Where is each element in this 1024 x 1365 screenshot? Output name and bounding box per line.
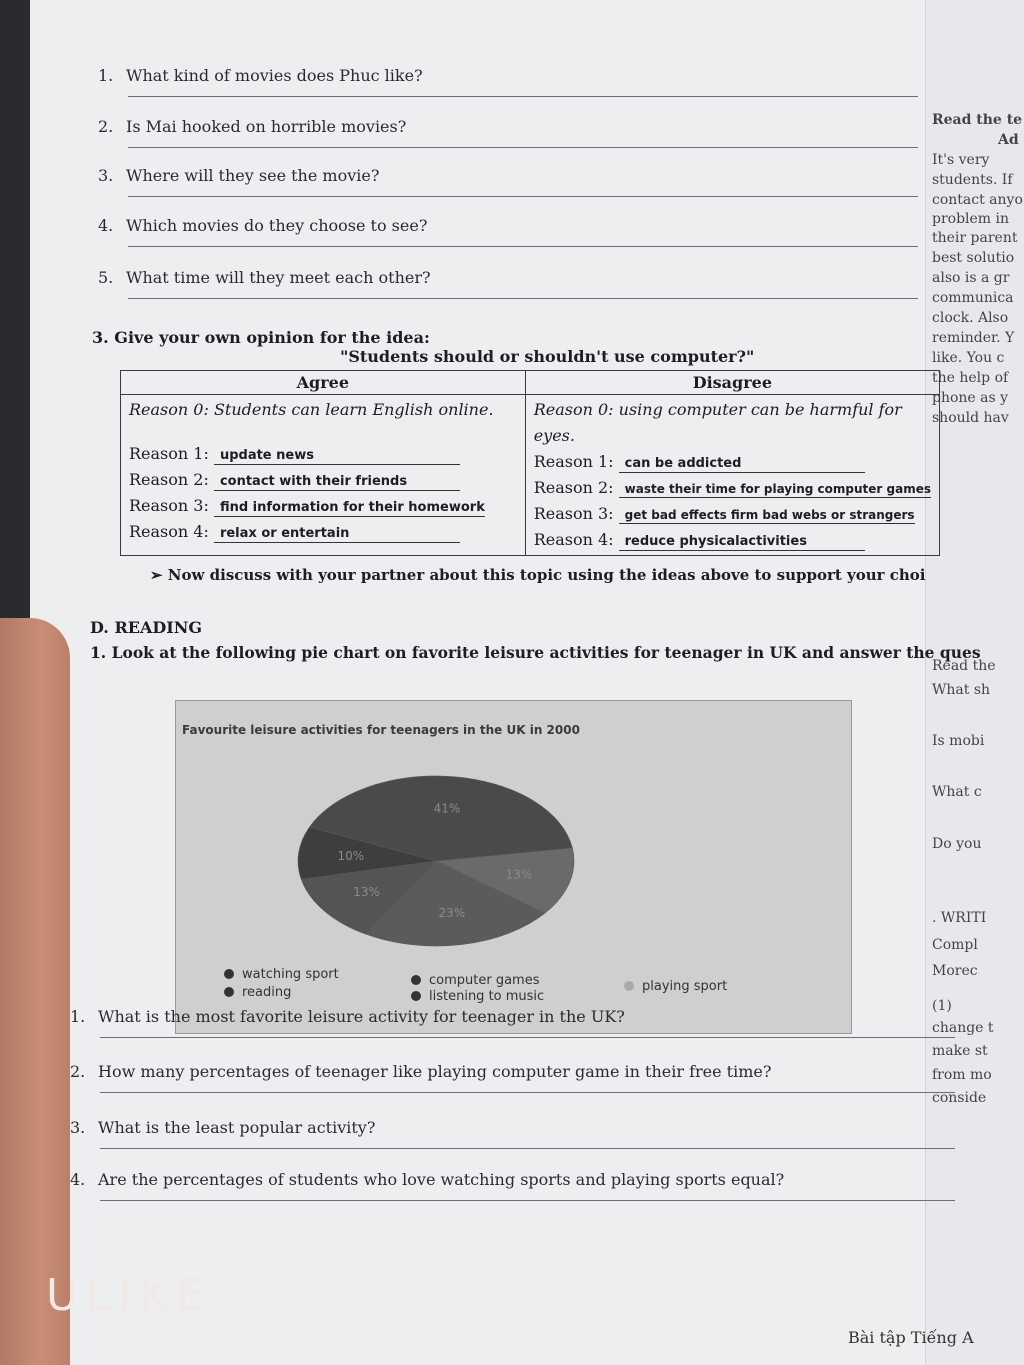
right-line: make st (932, 1043, 988, 1059)
disagree-reason-3: Reason 3: get bad effects firm bad webs or strangers (533, 504, 915, 523)
answer-line[interactable] (100, 1092, 955, 1093)
disagree-reason-0: Reason 0: using computer can be harmful for (533, 400, 902, 419)
question-text: Are the percentages of students who love watching sports and playing sports equal? (98, 1170, 785, 1189)
answer-line[interactable] (100, 1200, 955, 1201)
question-number: 5. (98, 268, 114, 287)
question-1 (98, 66, 423, 85)
right-line: communica (932, 290, 1014, 306)
right-line: Read the (932, 658, 996, 674)
page-footer: Bài tập Tiếng A (848, 1328, 974, 1347)
right-line: contact anyo (932, 192, 1023, 208)
right-line: problem in (932, 211, 1010, 227)
right-line: What sh (932, 682, 991, 698)
answer-line[interactable] (128, 298, 918, 299)
question-number: 2. (98, 117, 114, 136)
pie-chart-photo (175, 700, 852, 1034)
question-number: 1. (70, 1007, 86, 1026)
answer-line[interactable] (128, 147, 918, 148)
agree-header: Agree (121, 371, 526, 395)
agree-reason-3: Reason 3: find information for their homework (129, 496, 485, 515)
question-number: 2. (70, 1062, 86, 1081)
right-line: What c (932, 784, 982, 800)
question-number: 3. (70, 1118, 86, 1137)
answer-line[interactable] (128, 196, 918, 197)
right-line: conside (932, 1090, 987, 1106)
disagree-answer-1[interactable]: can be addicted (619, 456, 865, 473)
disagree-reason-0-cont: eyes. (533, 426, 575, 445)
answer-line[interactable] (128, 246, 918, 247)
question-text: What is the most favorite leisure activity for teenager in the UK? (98, 1007, 625, 1026)
question-text: What kind of movies does Phuc like? (126, 66, 423, 85)
right-line: change t (932, 1020, 994, 1036)
disagree-reason-1: Reason 1: can be addicted (534, 449, 931, 475)
question-1 (70, 1007, 625, 1026)
right-line: Do you (932, 836, 982, 852)
chart-title: Favourite leisure activities for teenagers in the UK in 2000 (182, 723, 580, 737)
disagree-answer-2[interactable]: waste their time for playing computer games (619, 481, 931, 498)
disagree-header: Disagree (525, 371, 939, 395)
adjacent-page (925, 0, 1024, 1365)
agree-reason-2: Reason 2: contact with their friends (129, 467, 517, 493)
right-line: Compl (932, 937, 978, 953)
pie-label-listening-to-music: 13% (353, 884, 380, 899)
legend-listening-music: listening to music (411, 989, 544, 1004)
right-line: from mo (932, 1067, 992, 1083)
question-5 (98, 268, 431, 287)
question-number: 4. (70, 1170, 86, 1189)
agree-reason-0: Reason 0: Students can learn English online. (129, 400, 494, 419)
disagree-answer-4[interactable]: reduce physicalactivities (619, 534, 865, 551)
section3-heading: 3. Give your own opinion for the idea: (92, 328, 430, 347)
right-line: best solutio (932, 250, 1015, 266)
question-text: How many percentages of teenager like playing computer game in their free time? (98, 1062, 772, 1081)
agree-answer-1[interactable]: update news (214, 448, 460, 465)
right-line: . WRITI (932, 910, 987, 926)
disagree-reason-4: Reason 4: reduce physicalactivities (534, 527, 931, 553)
answer-line[interactable] (128, 96, 918, 97)
legend-computer-games: computer games (411, 973, 539, 988)
question-4 (70, 1170, 784, 1189)
right-line: Morec (932, 963, 978, 979)
topic-text: "Students should or shouldn't use computer?" (340, 347, 755, 366)
question-text: What time will they meet each other? (126, 268, 431, 287)
watermark: ULIKE (46, 1270, 213, 1321)
right-line: clock. Also (932, 310, 1009, 326)
right-sub: Ad (998, 132, 1019, 148)
disagree-cell (525, 395, 939, 556)
finger (0, 618, 70, 1365)
legend-reading: reading (224, 985, 291, 1000)
discuss-instruction: ➢ Now discuss with your partner about this topic using the ideas above to support your choi (150, 566, 926, 584)
answer-line[interactable] (100, 1148, 955, 1149)
right-line: Is mobi (932, 733, 985, 749)
answer-line[interactable] (100, 1037, 955, 1038)
question-number: 1. (98, 66, 114, 85)
question-3 (98, 166, 379, 185)
question-4 (98, 216, 427, 235)
right-line: like. You c (932, 350, 1005, 366)
disagree-answer-3[interactable]: get bad effects firm bad webs or strangers (619, 507, 915, 524)
question-text: Where will they see the movie? (126, 166, 380, 185)
disagree-reason-2: Reason 2: waste their time for playing computer games (533, 478, 931, 497)
pie-label-reading: 10% (337, 848, 365, 863)
question-text: What is the least popular activity? (98, 1118, 376, 1137)
question-text: Which movies do they choose to see? (126, 216, 428, 235)
opinion-table (120, 370, 940, 556)
agree-answer-3[interactable]: find information for their homework (214, 500, 485, 517)
right-line: It's very (932, 152, 990, 168)
pie-label-watching-sport: 41% (433, 801, 461, 816)
pie-label-playing-sport: 13% (505, 867, 533, 882)
agree-cell (121, 395, 526, 556)
agree-answer-4[interactable]: relax or entertain (214, 526, 460, 543)
agree-answer-2[interactable]: contact with their friends (214, 474, 460, 491)
right-line: (1) (932, 998, 952, 1014)
legend-playing-sport: playing sport (624, 979, 727, 994)
right-heading: Read the te (932, 112, 1023, 128)
reading-instruction: 1. Look at the following pie chart on favorite leisure activities for teenager in UK and answer the ques (90, 643, 981, 662)
right-line: phone as y (932, 390, 1009, 406)
right-line: their parent (932, 230, 1018, 246)
question-2 (70, 1062, 771, 1081)
right-line: also is a gr (932, 270, 1010, 286)
question-number: 4. (98, 216, 114, 235)
question-3 (70, 1118, 375, 1137)
agree-reason-1: Reason 1: update news (129, 441, 517, 467)
right-line: should hav (932, 410, 1009, 426)
question-2 (98, 117, 406, 136)
question-text: Is Mai hooked on horrible movies? (126, 117, 407, 136)
worksheet-page (30, 0, 1024, 1365)
agree-reason-4: Reason 4: relax or entertain (129, 519, 517, 545)
question-number: 3. (98, 166, 114, 185)
reading-heading: D. READING (90, 618, 202, 637)
right-line: the help of (932, 370, 1009, 386)
right-line: reminder. Y (932, 330, 1015, 346)
right-line: students. If (932, 172, 1013, 188)
legend-watching-sport: watching sport (224, 967, 339, 982)
pie-label-computer-games: 23% (438, 905, 466, 920)
